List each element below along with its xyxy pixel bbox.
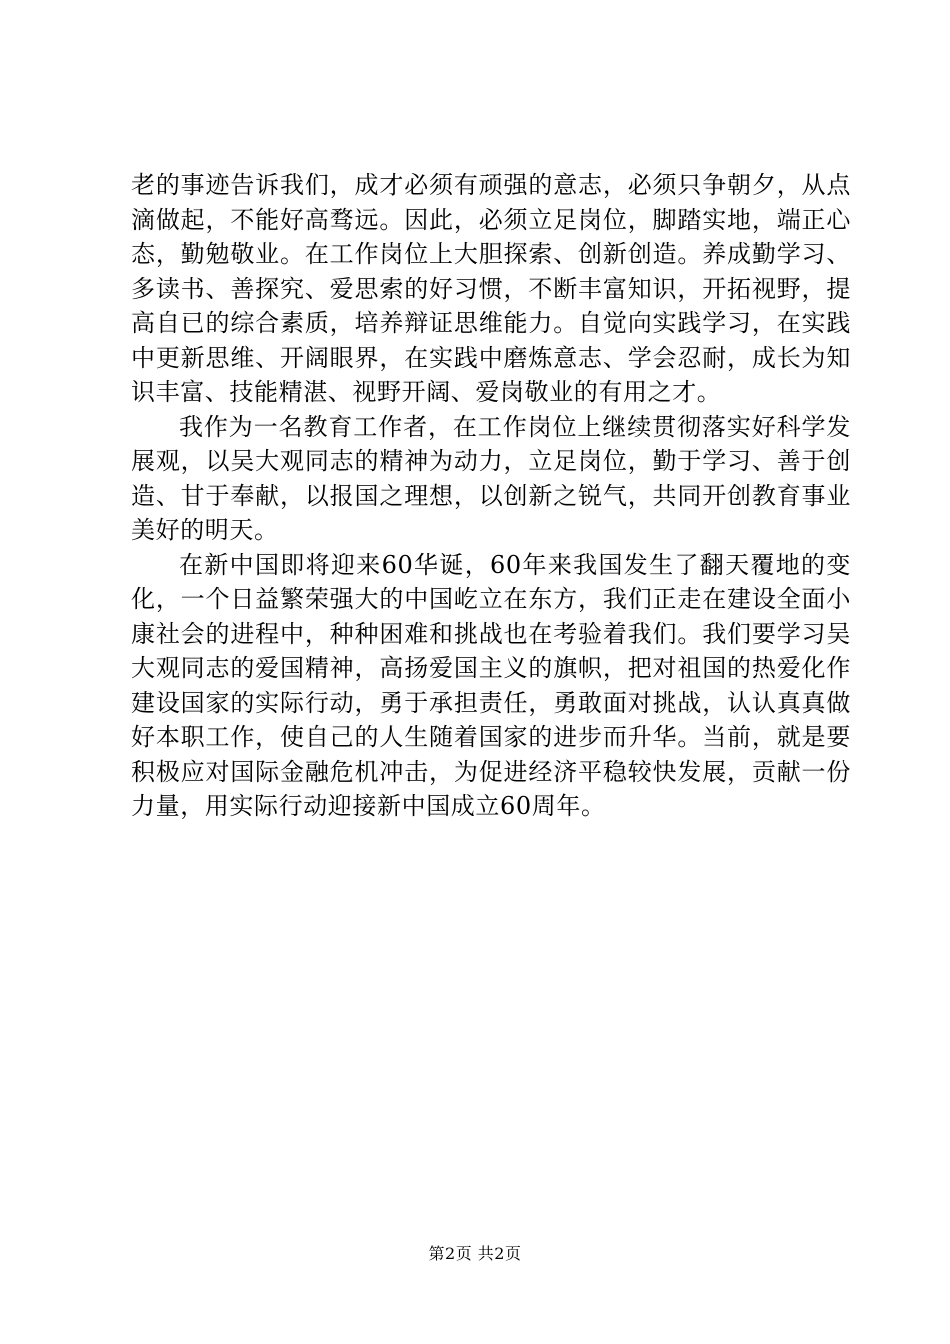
page-footer: 第2页 共2页 xyxy=(428,1244,522,1263)
paragraph-educator: 我作为一名教育工作者，在工作岗位上继续贯彻落实好科学发展观，以吴大观同志的精神为动力，立足岗位，勤于学习、善于创造、甘于奉献，以报国之理想，以创新之锐气，共同开创教育事业美好的明天。 xyxy=(131,412,851,544)
paragraph-patriotism: 在新中国即将迎来60华诞，60年来我国发生了翻天覆地的变化，一个日益繁荣强大的中国屹立在东方，我们正走在建设全面小康社会的进程中，种种困难和挑战也在考验着我们。我们要学习吴大观同志的爱国精神，高扬爱国主义的旗帜，把对祖国的热爱化作建设国家的实际行动，勇于承担责任，勇敢面对挑战，认认真真做好本职工作，使自己的人生随着国家的进步而升华。当前，就是要积极应对国际金融危机冲击，为促进经济平稳较快发展，贡献一份力量，用实际行动迎接新中国成立60周年。 xyxy=(131,550,851,820)
document-body xyxy=(131,168,851,824)
paragraph-continuation: 老的事迹告诉我们，成才必须有顽强的意志，必须只争朝夕，从点滴做起，不能好高骛远。因此，必须立足岗位，脚踏实地，端正心态，勤勉敬业。在工作岗位上大胆探索、创新创造。养成勤学习、多读书、善探究、爱思索的好习惯，不断丰富知识，开拓视野，提高自已的综合素质，培养辩证思维能力。自觉向实践学习，在实践中更新思维、开阔眼界，在实践中磨炼意志、学会忍耐，成长为知识丰富、技能精湛、视野开阔、爱岗敬业的有用之才。 xyxy=(131,171,851,406)
